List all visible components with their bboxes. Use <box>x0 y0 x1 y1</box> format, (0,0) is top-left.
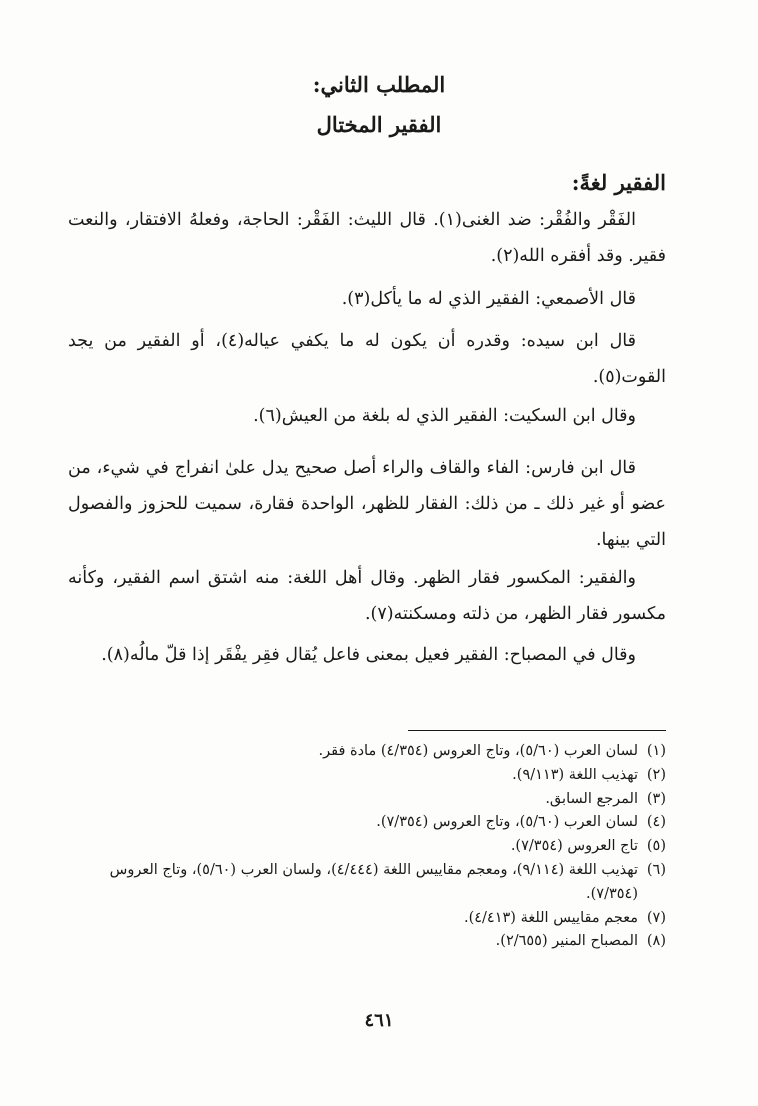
footnote-number: (٥) <box>646 838 666 855</box>
paragraph-3 <box>68 323 666 395</box>
page-number: ٤٦١ <box>364 1010 394 1031</box>
footnotes-list <box>68 740 666 954</box>
footnote-text: معجم مقاييس اللغة (٤/٤١٣). <box>463 909 638 926</box>
paragraph-5 <box>68 450 666 558</box>
footnote-number: (٨) <box>646 933 666 950</box>
footnote-number: (٢) <box>646 766 666 783</box>
footnote-text: تاج العروس (٧/٣٥٤). <box>510 838 638 855</box>
footnote-item <box>68 740 666 764</box>
footnote-text: تهذيب اللغة (٩/١١٤)، ومعجم مقاييس اللغة (٤/٤٤٤)، ولسان العرب (٥/٦٠)، وتاج العروس (٧/٣٥٤). <box>109 861 638 902</box>
paragraph-7 <box>68 637 666 673</box>
paragraph-4 <box>68 398 666 434</box>
paragraph-text: وقال ابن السكيت: الفقير الذي له بلغة من العيش(٦). <box>253 406 636 426</box>
paragraph-text: قال ابن سيده: وقدره أن يكون له ما يكفي عياله(٤)، أو الفقير من يجد القوت(٥). <box>68 331 666 387</box>
subsection-heading: الفقير لغةً: <box>571 170 666 195</box>
footnote-item <box>68 859 666 907</box>
footnote-number: (٤) <box>646 814 666 831</box>
footnote-text: المصباح المنير (٢/٦٥٥). <box>495 933 638 950</box>
footnote-divider <box>408 730 666 731</box>
section-title-line2: الفقير المختال <box>316 112 442 137</box>
footnote-item <box>68 811 666 835</box>
paragraph-text: قال ابن فارس: الفاء والقاف والراء أصل صحيح يدل علىٰ انفراج في شيء، من عضو أو غير ذلك ـ من ذلك: الفقار للظهر، الواحدة فقارة، سميت للحزوز والفصول التي بينها. <box>68 458 666 550</box>
footnote-text: لسان العرب (٥/٦٠)، وتاج العروس (٧/٣٥٤). <box>376 814 638 831</box>
paragraph-text: قال الأصمعي: الفقير الذي له ما يأكل(٣). <box>341 289 636 309</box>
footnote-text: تهذيب اللغة (٩/١١٣). <box>512 766 638 783</box>
footnote-item <box>68 788 666 812</box>
footnote-text: لسان العرب (٥/٦٠)، وتاج العروس (٤/٣٥٤) مادة فقر. <box>318 743 638 759</box>
paragraph-2 <box>68 281 666 317</box>
footnote-item <box>68 907 666 931</box>
footnote-number: (٦) <box>646 861 666 878</box>
footnote-number: (٧) <box>646 909 666 926</box>
footnote-item <box>68 930 666 954</box>
paragraph-text: والفقير: المكسور فقار الظهر. وقال أهل اللغة: منه اشتق اسم الفقير، وكأنه مكسور فقار الظهر، من ذلته ومسكنته(٧). <box>68 568 666 624</box>
footnote-number: (٣) <box>646 790 666 807</box>
section-title-line1: المطلب الثاني: <box>312 72 446 97</box>
paragraph-1 <box>68 202 666 274</box>
footnote-text: المرجع السابق. <box>545 790 638 807</box>
footnote-item <box>68 764 666 788</box>
paragraph-6 <box>68 560 666 632</box>
paragraph-text: وقال في المصباح: الفقير فعيل بمعنى فاعل يُقال فقِر يفْقَر إذا قلّ مالُه(٨). <box>101 645 636 665</box>
footnote-item <box>68 835 666 859</box>
footnote-number: (١) <box>646 743 666 759</box>
paragraph-text: الفَقْر والفُقْر: ضد الغنى(١). قال الليث: الفَقْر: الحاجة، وفعلهُ الافتقار، والنعت فقير. وقد أفقره الله(٢). <box>68 210 666 266</box>
